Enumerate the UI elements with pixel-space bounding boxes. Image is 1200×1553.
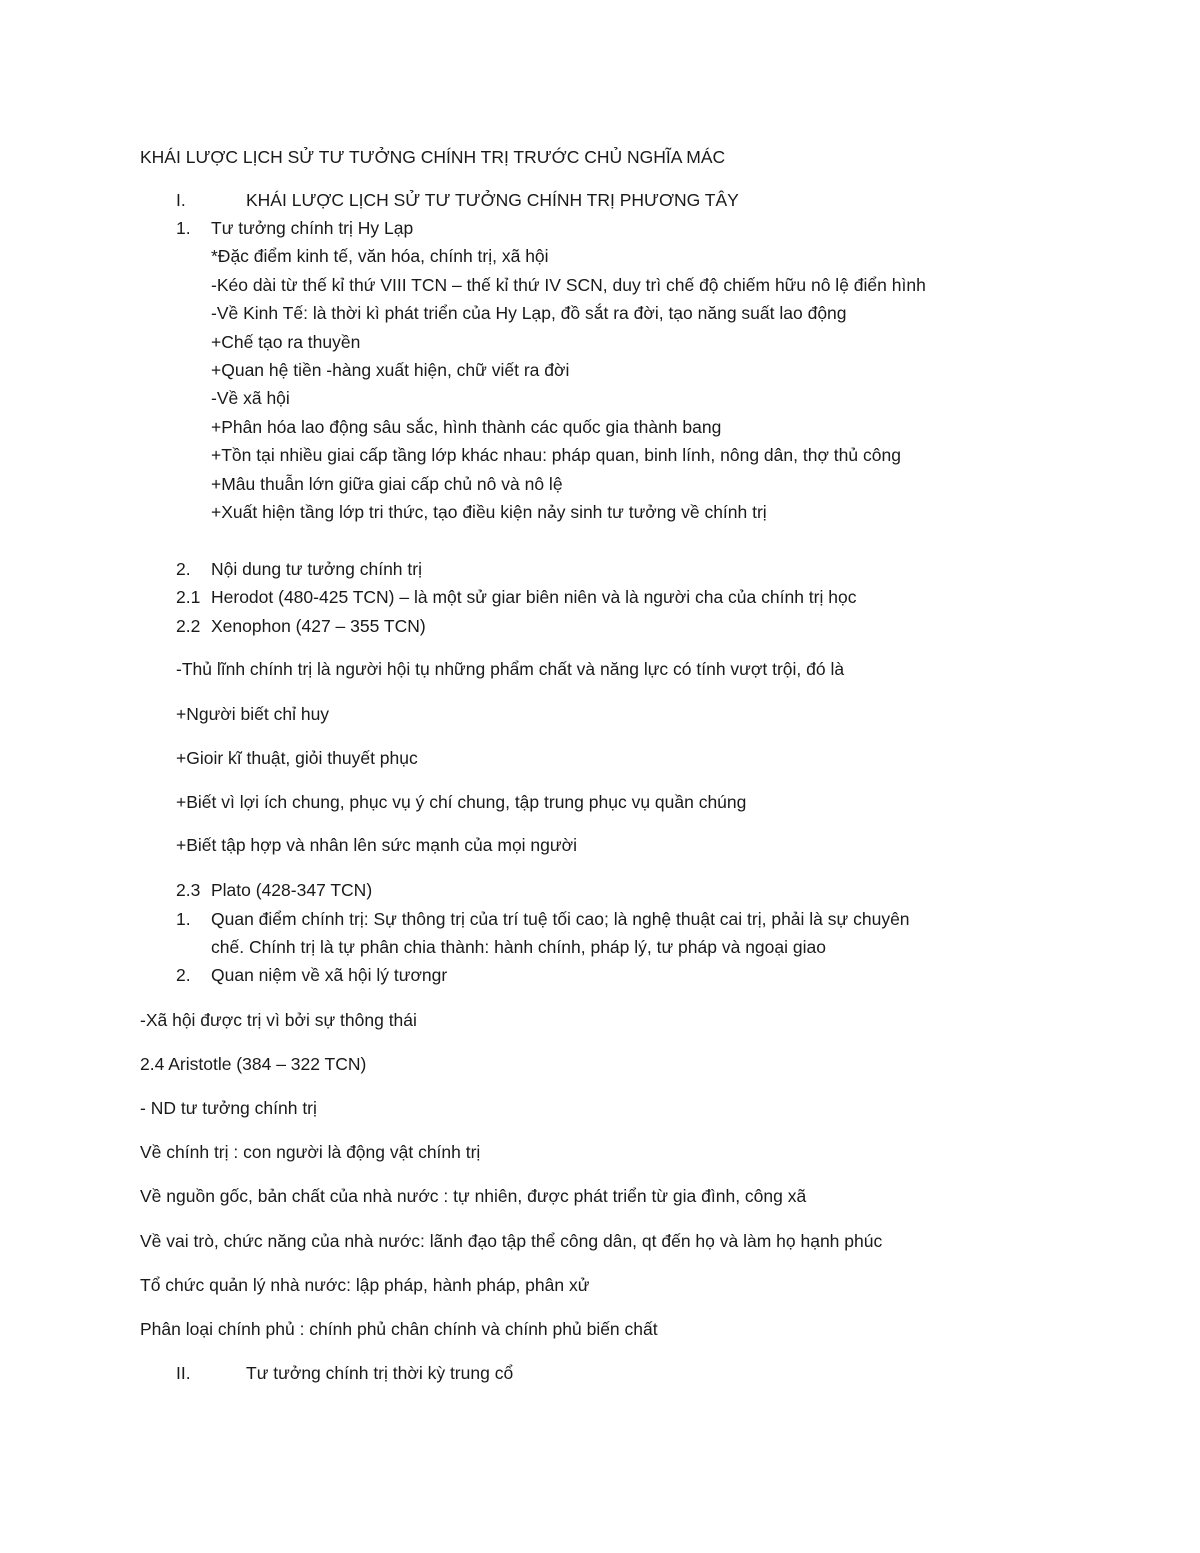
body-line: +Chế tạo ra thuyền: [211, 332, 361, 352]
body-line: Tổ chức quản lý nhà nước: lập pháp, hành pháp, phân xử: [140, 1275, 590, 1295]
body-line: +Người biết chỉ huy: [176, 704, 330, 724]
body-line: +Mâu thuẫn lớn giữa giai cấp chủ nô và nô lệ: [211, 474, 563, 494]
item-number-2: 2.: [176, 559, 191, 579]
subsection-number-2-2: 2.2: [176, 616, 201, 636]
body-line: Về vai trò, chức năng của nhà nước: lãnh đạo tập thể công dân, qt đến họ và làm họ hạnh phúc: [140, 1231, 883, 1251]
body-line: - ND tư tưởng chính trị: [140, 1098, 317, 1118]
section-numeral-2: II.: [176, 1363, 191, 1383]
item-title-1: Tư tưởng chính trị Hy Lạp: [211, 218, 414, 238]
section-heading-1: KHÁI LƯỢC LỊCH SỬ TƯ TƯỞNG CHÍNH TRỊ PHƯƠNG TÂY: [246, 190, 739, 210]
section-heading-2: Tư tưởng chính trị thời kỳ trung cổ: [246, 1363, 514, 1383]
body-line: Về chính trị : con người là động vật chính trị: [140, 1142, 481, 1162]
list-item-text: Quan niệm về xã hội lý tươngr: [211, 965, 448, 985]
body-line: -Thủ lĩnh chính trị là người hội tụ những phẩm chất và năng lực có tính vượt trội, đó là: [176, 659, 845, 679]
body-line: +Tồn tại nhiều giai cấp tầng lớp khác nhau: pháp quan, binh lính, nông dân, thợ thủ công: [211, 445, 901, 465]
body-line: -Về xã hội: [211, 388, 290, 408]
item-number-1: 1.: [176, 218, 191, 238]
subsection-number-2-3: 2.3: [176, 880, 201, 900]
list-item-text: chế. Chính trị là tự phân chia thành: hành chính, pháp lý, tư pháp và ngoại giao: [211, 937, 826, 957]
body-line: Về nguồn gốc, bản chất của nhà nước : tự nhiên, được phát triển từ gia đình, công xã: [140, 1186, 807, 1206]
list-item-text: Quan điểm chính trị: Sự thông trị của trí tuệ tối cao; là nghệ thuật cai trị, phải là sự chuyên: [211, 909, 910, 929]
document-title: KHÁI LƯỢC LỊCH SỬ TƯ TƯỞNG CHÍNH TRỊ TRƯỚC CHỦ NGHĨA MÁC: [140, 147, 726, 167]
subsection-text-2-3: Plato (428-347 TCN): [211, 880, 373, 900]
list-number: 1.: [176, 909, 191, 929]
list-number: 2.: [176, 965, 191, 985]
subsection-number-2-1: 2.1: [176, 587, 201, 607]
body-line: +Quan hệ tiền -hàng xuất hiện, chữ viết ra đời: [211, 360, 570, 380]
body-line: *Đặc điểm kinh tế, văn hóa, chính trị, xã hội: [211, 246, 549, 266]
body-line: +Gioir kĩ thuật, giỏi thuyết phục: [176, 748, 418, 768]
subsection-heading-2-4: 2.4 Aristotle (384 – 322 TCN): [140, 1054, 367, 1074]
body-line: -Về Kinh Tế: là thời kì phát triển của Hy Lạp, đồ sắt ra đời, tạo năng suất lao động: [211, 303, 847, 323]
body-line: -Kéo dài từ thế kỉ thứ VIII TCN – thế kỉ thứ IV SCN, duy trì chế độ chiếm hữu nô lệ điển hình: [211, 275, 926, 295]
body-line: Phân loại chính phủ : chính phủ chân chính và chính phủ biến chất: [140, 1319, 658, 1339]
subsection-text-2-1: Herodot (480-425 TCN) – là một sử giar biên niên và là người cha của chính trị học: [211, 587, 857, 607]
subsection-text-2-2: Xenophon (427 – 355 TCN): [211, 616, 426, 636]
item-title-2: Nội dung tư tưởng chính trị: [211, 559, 422, 579]
body-line: +Biết vì lợi ích chung, phục vụ ý chí chung, tập trung phục vụ quần chúng: [176, 792, 747, 812]
body-line: -Xã hội được trị vì bởi sự thông thái: [140, 1010, 417, 1030]
body-line: +Xuất hiện tầng lớp tri thức, tạo điều kiện nảy sinh tư tưởng về chính trị: [211, 502, 767, 522]
body-line: +Biết tập hợp và nhân lên sức mạnh của mọi người: [176, 835, 577, 855]
body-line: +Phân hóa lao động sâu sắc, hình thành các quốc gia thành bang: [211, 417, 722, 437]
section-numeral-1: I.: [176, 190, 186, 210]
